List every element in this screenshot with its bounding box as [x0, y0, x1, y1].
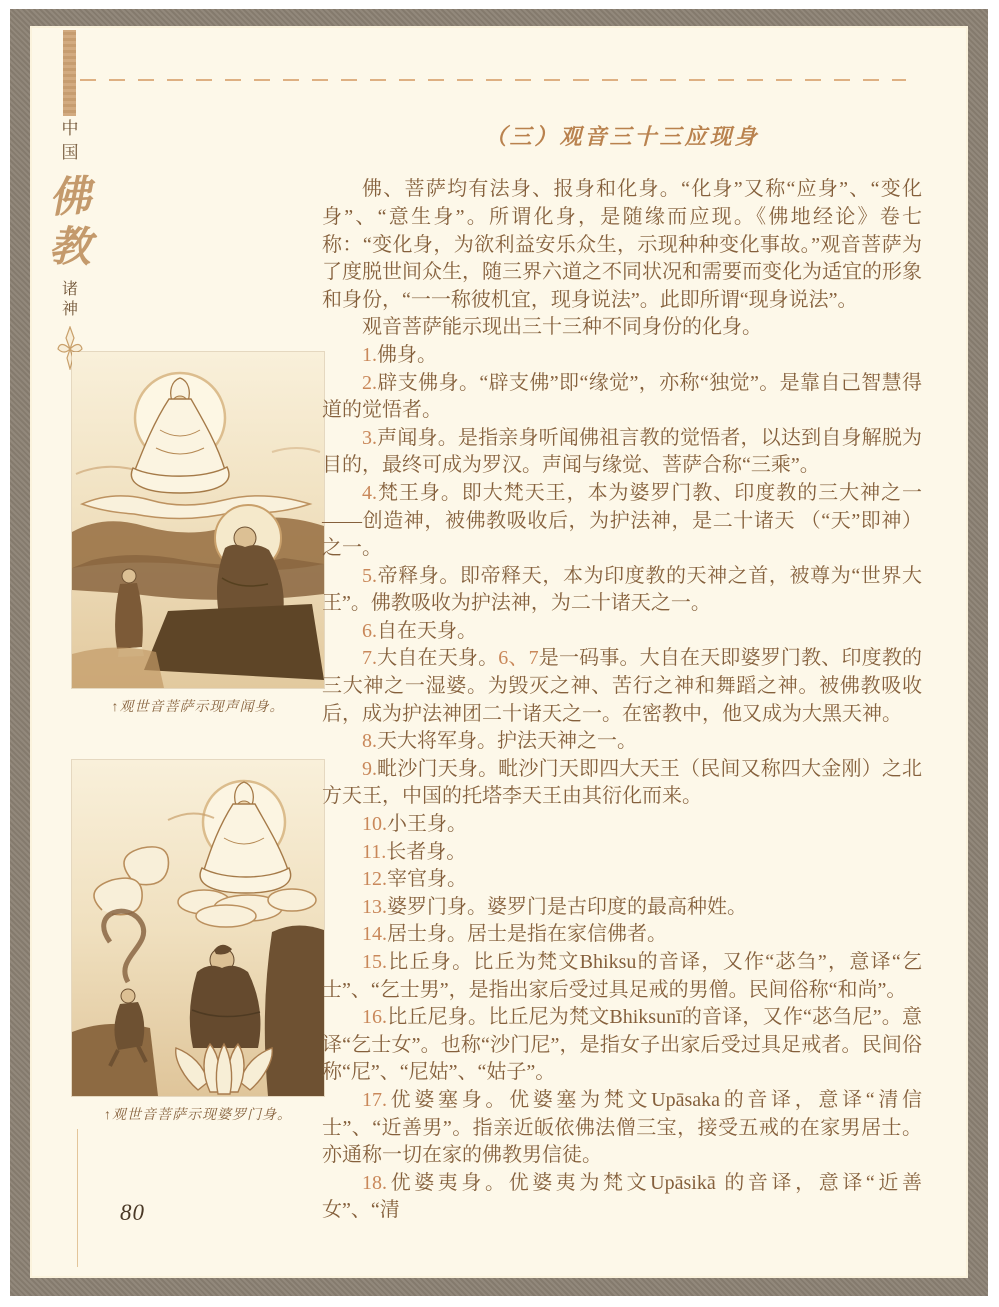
item-number: 9. — [362, 757, 377, 780]
item-text: 帝释身。即帝释天，本为印度教的天神之首，被尊为“世界大王”。佛教吸收为护法神，为二十诸天之一。 — [322, 564, 922, 615]
item-number: 18. — [362, 1171, 387, 1194]
figure-caption: ↑观世音菩萨示现声闻身。 — [111, 700, 285, 715]
item-text: 辟支佛身。“辟支佛”即“缘觉”，亦称“独觉”。是靠自己智慧得道的觉悟者。 — [322, 371, 922, 422]
item-text: 大自在天身。6、7是一码事。大自在天即婆罗门教、印度教的三大神之一湿婆。为毁灭之神、苦行之神和舞蹈之神。被佛教吸收后，成为护法神团二十诸天之一。在密教中，他又成为大黑天神。 — [322, 647, 923, 725]
list-item — [322, 1004, 922, 1087]
illustration-poluomen-image — [72, 760, 324, 1096]
list-item — [322, 425, 922, 480]
main-text-column — [322, 124, 922, 1225]
item-number: 13. — [362, 895, 387, 918]
item-number: 8. — [362, 730, 377, 753]
list-item — [322, 342, 922, 370]
item-text: 优婆塞身。优婆塞为梵文Upāsaka的音译，意译“清信士”、“近善男”。指亲近皈依佛法僧三宝，接受五戒的在家男居士。亦通称一切在家的佛教男信徒。 — [322, 1088, 922, 1167]
list-item — [322, 756, 922, 811]
spine-ornament-bar — [63, 30, 76, 116]
item-number: 14. — [362, 923, 387, 946]
item-text: 梵王身。即大梵天王，本为婆罗门教、印度教的三大神之一——创造神，被佛教吸收后，为护法神，是二十诸天 （“天”即神）之一。 — [322, 481, 922, 560]
item-text: 居士身。居士是指在家信佛者。 — [387, 923, 667, 946]
list-item — [322, 839, 922, 867]
spine-title — [46, 120, 94, 370]
page-number: 80 — [120, 1200, 145, 1225]
item-number: 12. — [362, 868, 387, 891]
list-item — [322, 921, 922, 949]
intro-paragraph: 佛、菩萨均有法身、报身和化身。“化身”又称“应身”、“变化身”、“意生身”。所谓化身，是随缘而应现。《佛地经论》卷七称：“变化身，为欲利益安乐众生，示现种种变化事故。”观音菩萨为了度脱世间众生，随三界六道之不同状况和需要而变化为适宜的形象和身份，“一一称彼机宜，现身说法”。此即所谓“现身说法”。 — [322, 178, 922, 311]
figure-poluomen — [72, 760, 324, 1125]
item-number: 7. — [362, 647, 377, 670]
list-item — [322, 618, 922, 646]
list-item — [322, 370, 922, 425]
list-item — [322, 949, 922, 1004]
spine-char: 国 — [61, 143, 79, 162]
left-margin-rule — [77, 1129, 78, 1267]
header-dashed-rule — [80, 79, 906, 81]
list-item — [322, 480, 922, 563]
list-item — [322, 645, 922, 728]
list-item — [322, 811, 922, 839]
item-number: 2. — [362, 371, 377, 394]
spine-calligraphy-char: 佛 — [47, 173, 93, 223]
item-text: 比丘尼身。比丘尼为梵文Bhiksunī的音译，又作“苾刍尼”。意译“乞士女”。也称“沙门尼”，是指女子出家后受过具足戒者。民间俗称“尼”、“尼姑”、“姑子”。 — [322, 1006, 922, 1084]
list-item — [322, 1170, 922, 1225]
item-number: 15. — [362, 951, 387, 974]
item-text: 小王身。 — [387, 813, 467, 836]
item-number: 4. — [362, 481, 377, 504]
list-item — [322, 1087, 922, 1170]
list-item — [322, 563, 922, 618]
item-number: 5. — [362, 564, 377, 587]
item-text: 宰官身。 — [387, 868, 467, 891]
item-text: 婆罗门身。婆罗门是古印度的最高种姓。 — [387, 895, 747, 918]
section-title: （三）观音三十三应现身 — [484, 124, 760, 149]
book-page — [30, 26, 968, 1278]
list-item — [322, 728, 922, 756]
item-number: 17. — [362, 1088, 387, 1111]
item-text: 优婆夷身。优婆夷为梵文Upāsikā 的音译，意译“近善女”、“清 — [322, 1171, 922, 1222]
item-number: 6. — [362, 619, 377, 642]
intro-paragraph: 观音菩萨能示现出三十三种不同身份的化身。 — [362, 316, 762, 339]
item-text: 佛身。 — [377, 343, 437, 366]
item-number: 3. — [362, 426, 377, 449]
list-item — [322, 894, 922, 922]
illustration-shengwen-image — [72, 352, 324, 688]
item-number: 10. — [362, 813, 387, 836]
item-number: 11. — [362, 840, 387, 863]
item-text: 自在天身。 — [377, 619, 477, 642]
figure-caption: ↑观世音菩萨示现婆罗门身。 — [104, 1108, 292, 1123]
spine-char: 诸 — [61, 281, 78, 298]
item-text: 毗沙门天身。毗沙门天即四大天王（民间又称四大金刚）之北方天王，中国的托塔李天王由其衍化而来。 — [322, 757, 922, 808]
list-item — [322, 866, 922, 894]
figure-shengwen — [72, 352, 324, 717]
item-text: 声闻身。是指亲身听闻佛祖言教的觉悟者，以达到自身解脱为目的，最终可成为罗汉。声闻与缘觉、菩萨合称“三乘”。 — [322, 426, 922, 477]
spine-char: 神 — [61, 301, 78, 318]
item-text: 长者身。 — [386, 840, 467, 863]
item-number: 16. — [362, 1006, 387, 1029]
item-text: 比丘身。比丘为梵文Bhiksu的音译，又作“苾刍”，意译“乞士”、“乞士男”，是指出家后受过具足戒的男僧。民间俗称“和尚”。 — [322, 951, 922, 1001]
spine-char: 中 — [61, 119, 79, 138]
item-number: 1. — [362, 343, 377, 366]
item-text: 天大将军身。护法天神之一。 — [377, 730, 637, 753]
spine-calligraphy-char: 教 — [48, 224, 92, 272]
